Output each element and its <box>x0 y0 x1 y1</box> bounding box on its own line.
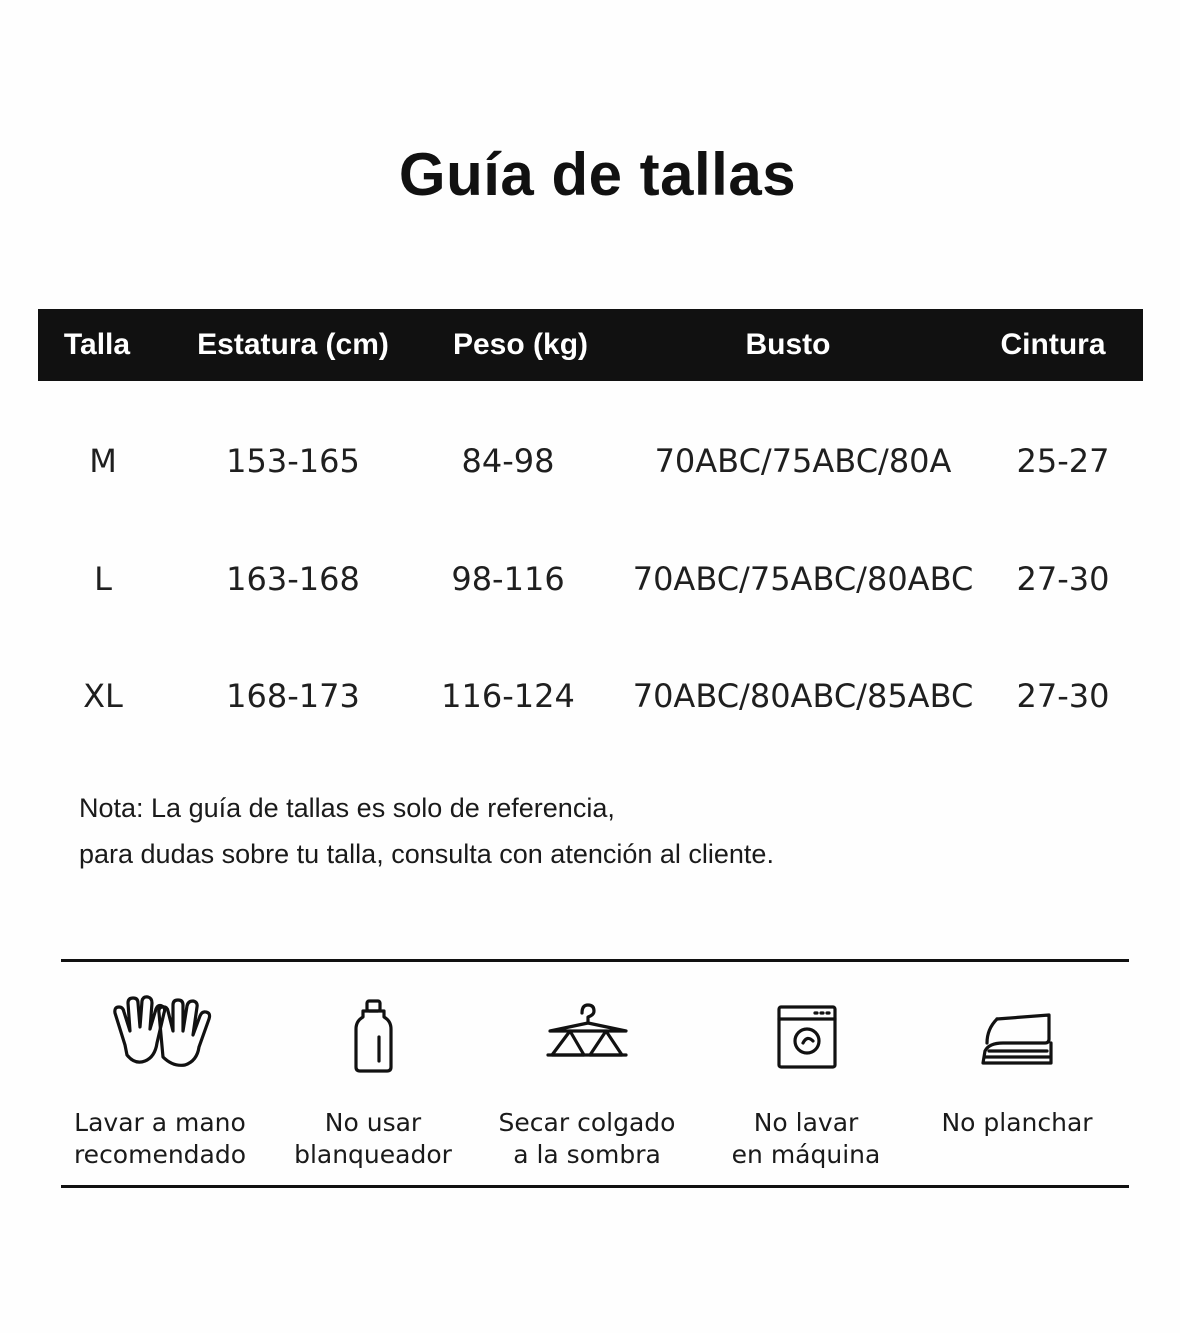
cell-bust: 70ABC/80ABC/85ABC <box>632 677 974 715</box>
hanger-dry-icon <box>472 995 702 1075</box>
cell-weight: 84-98 <box>461 442 555 480</box>
cell-height: 163-168 <box>226 560 360 598</box>
header-waist: Cintura <box>1000 328 1106 361</box>
care-label-line2: blanqueador <box>294 1140 452 1169</box>
cell-size: M <box>89 442 117 480</box>
cell-bust: 70ABC/75ABC/80ABC <box>632 560 974 598</box>
table-row <box>38 549 1143 609</box>
table-row <box>38 431 1143 491</box>
header-size: Talla <box>63 328 131 361</box>
hand-wash-icon <box>45 995 275 1075</box>
care-label-line1: No planchar <box>941 1108 1093 1137</box>
page-title: Guía de tallas <box>398 141 797 208</box>
care-label-line1: Secar colgado <box>498 1108 676 1137</box>
divider-top <box>61 959 1129 962</box>
note-line-2: para dudas sobre tu talla, consulta con atención al cliente. <box>79 839 774 869</box>
note-line-1: Nota: La guía de tallas es solo de referencia, <box>79 793 615 823</box>
size-table-header <box>38 309 1143 381</box>
cell-bust: 70ABC/75ABC/80A <box>654 442 952 480</box>
care-label-line2: a la sombra <box>513 1140 661 1169</box>
care-item-no-bleach <box>258 995 488 1169</box>
size-note <box>79 788 979 880</box>
cell-weight: 116-124 <box>441 677 575 715</box>
cell-waist: 27-30 <box>1016 677 1110 715</box>
washing-machine-icon <box>691 995 921 1075</box>
care-label-line1: Lavar a mano <box>74 1108 246 1137</box>
cell-waist: 25-27 <box>1016 442 1110 480</box>
care-item-hang-dry <box>472 995 702 1169</box>
cell-size: XL <box>83 677 123 715</box>
care-label-line1: No lavar <box>753 1108 859 1137</box>
cell-weight: 98-116 <box>451 560 565 598</box>
cell-height: 153-165 <box>226 442 360 480</box>
care-item-no-iron <box>902 995 1132 1137</box>
cell-height: 168-173 <box>226 677 360 715</box>
care-label-line1: No usar <box>324 1108 422 1137</box>
care-item-hand-wash <box>45 995 275 1169</box>
cell-waist: 27-30 <box>1016 560 1110 598</box>
bleach-bottle-icon <box>258 995 488 1075</box>
header-weight: Peso (kg) <box>452 328 589 361</box>
header-height: Estatura (cm) <box>197 328 389 361</box>
care-label-line2: en máquina <box>731 1140 881 1169</box>
divider-bottom <box>61 1185 1129 1188</box>
cell-size: L <box>94 560 112 598</box>
header-bust: Busto <box>745 328 831 361</box>
care-item-no-machine-wash <box>691 995 921 1169</box>
care-label-line2: recomendado <box>73 1140 247 1169</box>
iron-icon <box>902 995 1132 1075</box>
table-row <box>38 666 1143 726</box>
